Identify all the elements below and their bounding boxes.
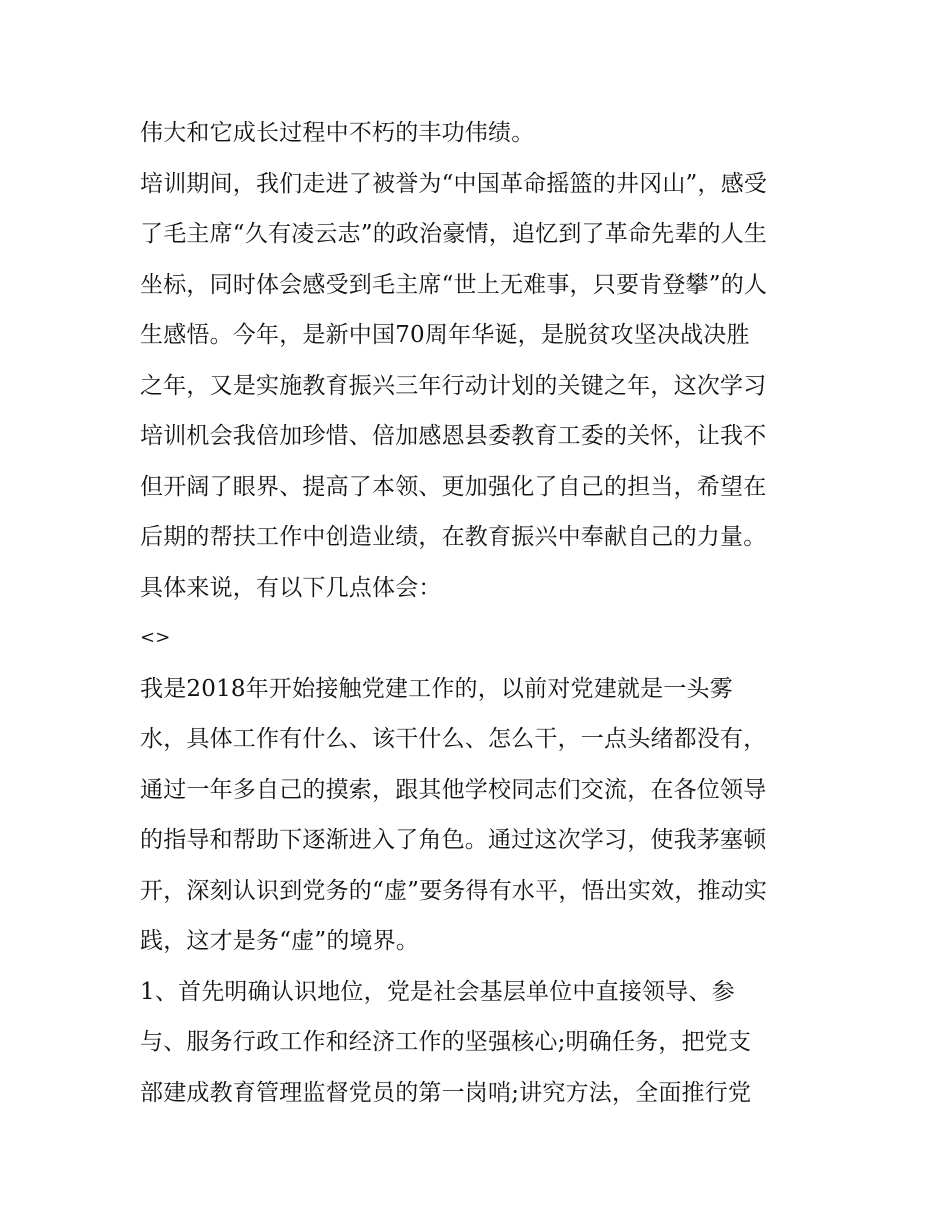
document-page xyxy=(140,108,820,1118)
text-line: 坐标，同时体会感受到毛主席“世上无难事，只要肯登攀”的人 xyxy=(140,271,768,298)
text-line: 后期的帮扶工作中创造业绩，在教育振兴中奉献自己的力量。 xyxy=(140,524,767,550)
text-line: 践，这才是务“虚”的境界。 xyxy=(140,928,420,954)
text-line: 伟大和它成长过程中不朽的丰功伟绩。 xyxy=(140,120,535,146)
text-line: 的指导和帮助下逐渐进入了角色。通过这次学习，使我茅塞顿 xyxy=(140,827,767,853)
text-line: 培训机会我倍加珍惜、倍加感恩县委教育工委的关怀，让我不 xyxy=(140,423,767,449)
text-line: 水，具体工作有什么、该干什么、怎么干，一点头绪都没有， xyxy=(140,726,767,752)
text-line: 具体来说，有以下几点体会： xyxy=(140,574,442,601)
text-line: 1、首先明确认识地位，党是社会基层单位中直接领导、参 xyxy=(140,978,735,1005)
text-line: 开，深刻认识到党务的“虚”要务得有水平，悟出实效，推动实 xyxy=(140,877,768,904)
text-line: 部建成教育管理监督党员的第一岗哨;讲究方法，全面推行党 xyxy=(140,1079,752,1106)
text-line: 培训期间，我们走进了被誉为“中国革命摇篮的井冈山”，感受 xyxy=(140,170,768,197)
text-line: 我是2018年开始接触党建工作的，以前对党建就是一头雾 xyxy=(140,675,733,702)
section-marker: <> xyxy=(140,627,171,648)
text-line: 与、服务行政工作和经济工作的坚强核心;明确任务，把党支 xyxy=(140,1029,752,1055)
text-line: 但开阔了眼界、提高了本领、更加强化了自己的担当，希望在 xyxy=(140,473,767,500)
text-line: 生感悟。今年，是新中国70周年华诞，是脱贫攻坚决战决胜 xyxy=(140,322,750,348)
text-line: 了毛主席“久有凌云志”的政治豪情，追忆到了革命先辈的人生 xyxy=(140,221,768,247)
text-line: 之年，又是实施教育振兴三年行动计划的关键之年，这次学习 xyxy=(140,372,767,399)
text-line: 通过一年多自己的摸索，跟其他学校同志们交流，在各位领导 xyxy=(140,776,767,803)
